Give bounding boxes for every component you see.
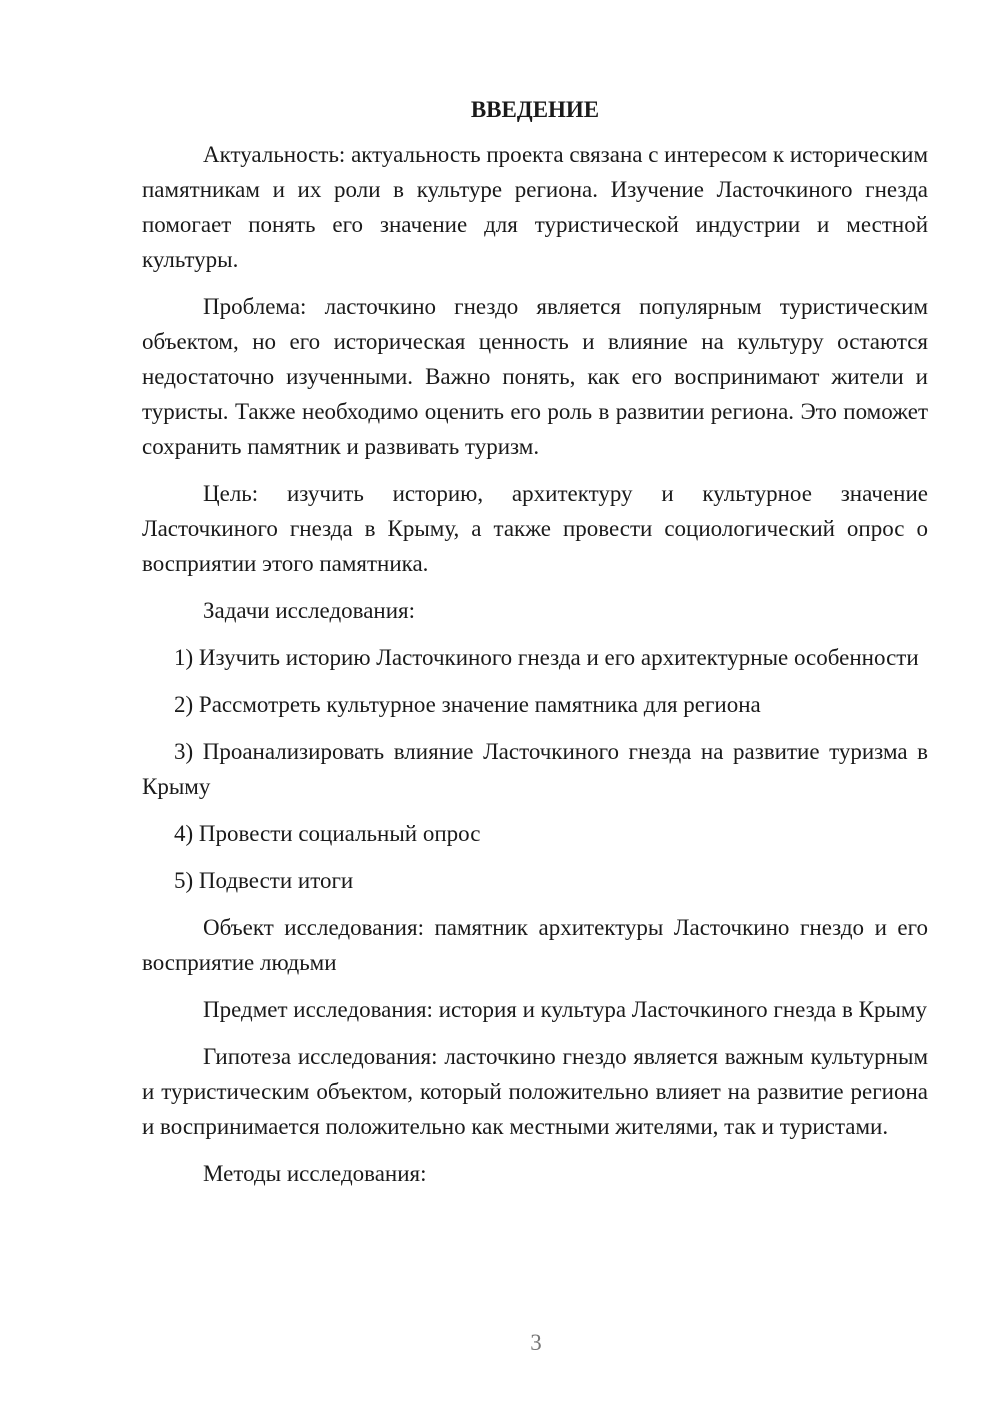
object-paragraph: Объект исследования: памятник архитектуры Ласточкино гнездо и его восприятие людьми — [142, 915, 928, 975]
tasks-heading: Задачи исследования: — [203, 598, 416, 623]
document-page — [142, 92, 928, 1191]
page-number: 3 — [530, 1330, 542, 1355]
task-item-4: 4) Провести социальный опрос — [174, 821, 481, 846]
subject-paragraph: Предмет исследования: история и культура Ласточкиного гнезда в Крыму — [203, 997, 927, 1022]
task-item-1: 1) Изучить историю Ласточкиного гнезда и его архитектурные особенности — [174, 645, 919, 670]
problem-paragraph: Проблема: ласточкино гнездо является популярным туристическим объектом, но его историческая ценность и влияние на культуру остаются недостаточно изученными. Важно понять, как его воспринимают жители и туристы. Также необходимо оценить его роль в развитии региона. Это поможет сохранить памятник и развивать туризм. — [142, 294, 928, 459]
task-item-3: 3) Проанализировать влияние Ласточкиного гнезда на развитие туризма в Крыму — [142, 739, 928, 799]
task-item-2: 2) Рассмотреть культурное значение памятника для региона — [174, 692, 761, 717]
methods-heading: Методы исследования: — [203, 1161, 427, 1186]
task-item-5: 5) Подвести итоги — [174, 868, 354, 893]
section-title: ВВЕДЕНИЕ — [470, 97, 600, 122]
goal-paragraph: Цель: изучить историю, архитектуру и культурное значение Ласточкиного гнезда в Крыму, а также провести социологический опрос о восприятии этого памятника. — [142, 481, 928, 576]
relevance-paragraph: Актуальность: актуальность проекта связана с интересом к историческим памятникам и их роли в культуре региона. Изучение Ласточкиного гнезда помогает понять его значение для туристической индустрии и местной культуры. — [142, 142, 929, 272]
hypothesis-paragraph: Гипотеза исследования: ласточкино гнездо является важным культурным и туристическим объектом, который положительно влияет на развитие региона и воспринимается положительно как местными жителями, так и туристами. — [142, 1044, 928, 1139]
